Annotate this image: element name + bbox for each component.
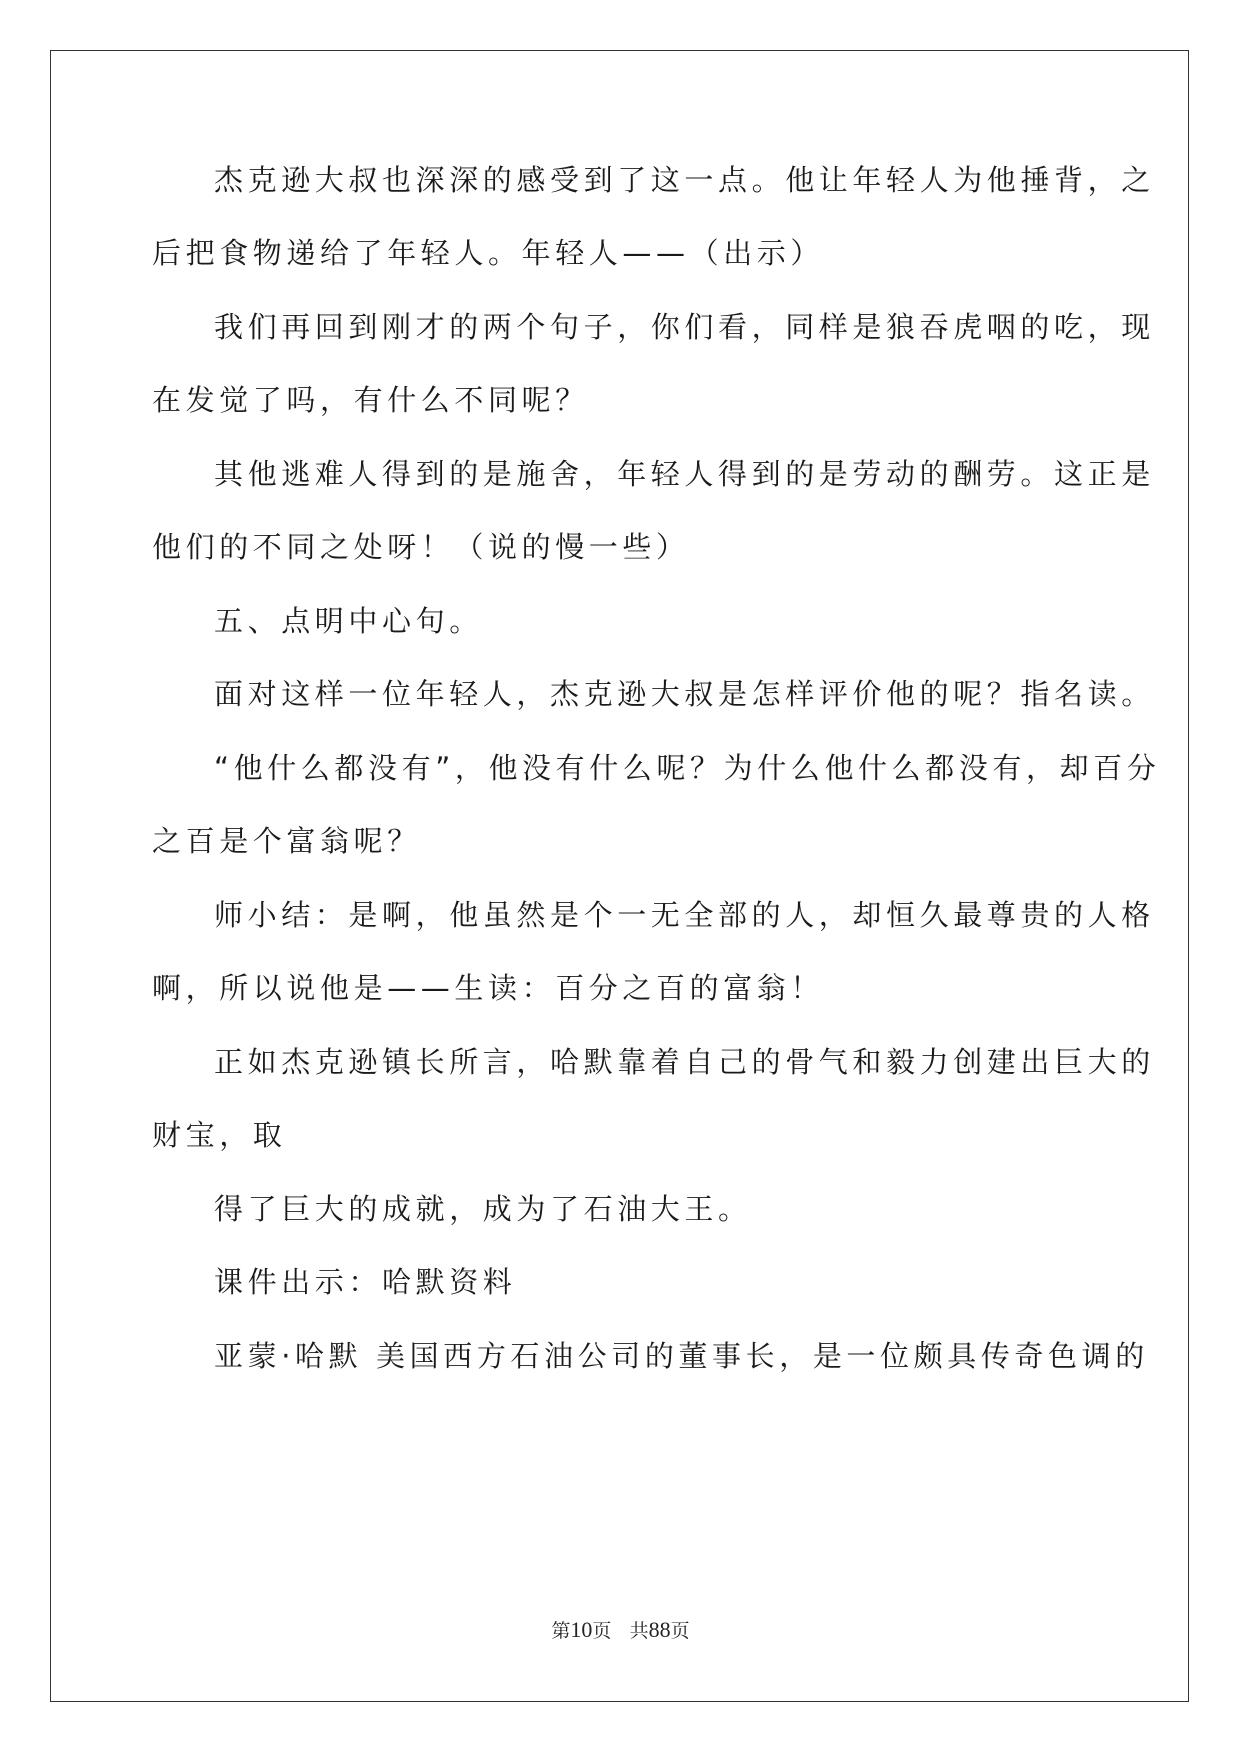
paragraph-line: “他什么都没有”，他没有什么呢？为什么他什么都没有，却百分 xyxy=(214,751,1161,785)
paragraph-line: 之百是个富翁呢？ xyxy=(152,824,421,858)
paragraph-line: 其他逃难人得到的是施舍，年轻人得到的是劳动的酬劳。这正是 xyxy=(214,457,1155,491)
paragraph-line: 啊，所以说他是——生读：百分之百的富翁！ xyxy=(152,971,825,1005)
paragraph-line: 得了巨大的成就，成为了石油大王。 xyxy=(214,1192,752,1226)
paragraph-line: 课件出示：哈默资料 xyxy=(214,1265,517,1299)
paragraph-line: 亚蒙·哈默 美国西方石油公司的董事长，是一位颇具传奇色调的 xyxy=(214,1339,1149,1373)
footer-total-suffix: 页 xyxy=(670,1620,690,1642)
paragraph-line: 面对这样一位年轻人，杰克逊大叔是怎样评价他的呢？指名读。 xyxy=(214,677,1155,711)
total-pages: 88 xyxy=(648,1617,671,1642)
paragraph-line: 财宝，取 xyxy=(152,1118,287,1152)
footer-prefix: 第 xyxy=(551,1620,571,1642)
paragraph-line: 杰克逊大叔也深深的感受到了这一点。他让年轻人为他捶背，之 xyxy=(214,163,1155,197)
paragraph-line: 师小结：是啊，他虽然是个一无全部的人，却恒久最尊贵的人格 xyxy=(214,898,1155,932)
paragraph-line: 他们的不同之处呀！（说的慢一些） xyxy=(152,530,690,564)
paragraph-line: 正如杰克逊镇长所言，哈默靠着自己的骨气和毅力创建出巨大的 xyxy=(214,1045,1155,1079)
paragraph-line: 我们再回到刚才的两个句子，你们看，同样是狼吞虎咽的吃，现 xyxy=(214,310,1155,344)
footer-page-suffix: 页 xyxy=(592,1620,612,1642)
paragraph-line: 后把食物递给了年轻人。年轻人——（出示） xyxy=(152,236,825,270)
page-border xyxy=(50,50,1189,1702)
footer-total-prefix: 共 xyxy=(629,1620,649,1642)
page-number: 10 xyxy=(570,1617,593,1642)
section-heading: 五、点明中心句。 xyxy=(214,604,483,638)
page-footer xyxy=(0,1618,1241,1643)
paragraph-line: 在发觉了吗，有什么不同呢？ xyxy=(152,383,589,417)
